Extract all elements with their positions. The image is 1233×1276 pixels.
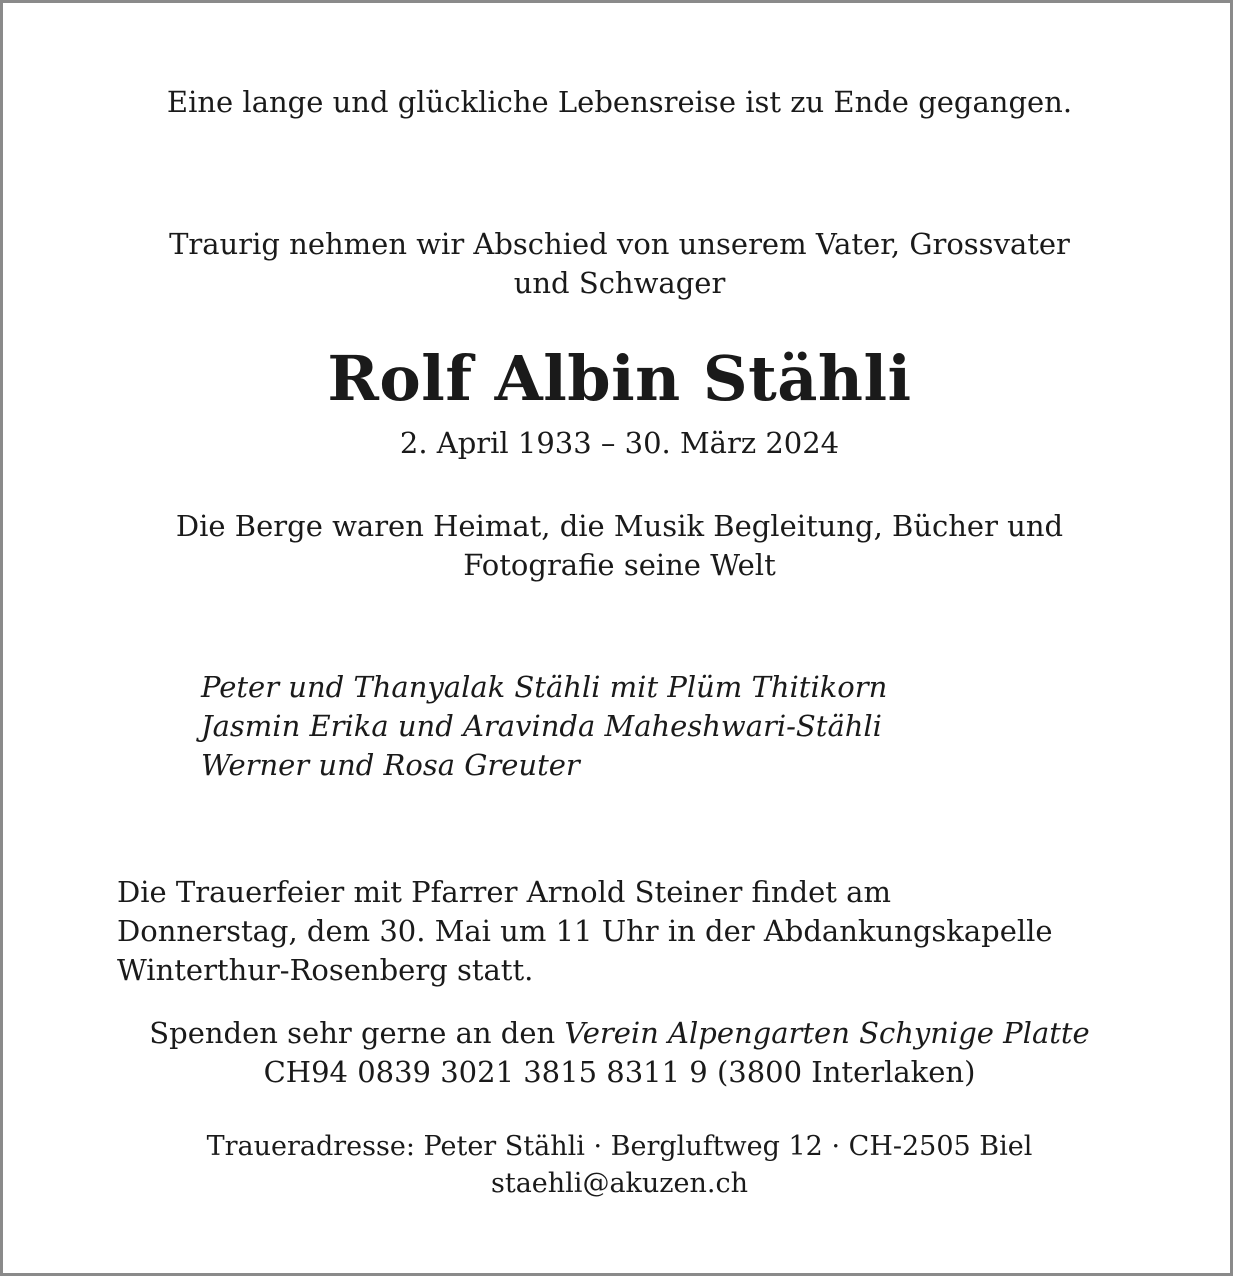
address-street: Bergluftweg 12 [610, 1131, 823, 1162]
deceased-name: Rolf Albin Stähli [327, 342, 912, 415]
tribute-line-1: Die Berge waren Heimat, die Musik Begleitung, Bücher und [175, 509, 1064, 543]
life-dates: 2. April 1933 – 30. März 2024 [399, 426, 840, 460]
donation-line [3, 1014, 1233, 1052]
farewell-line-1: Traurig nehmen wir Abschied von unserem Vater, Grossvater [169, 227, 1070, 261]
tribute-line-2: Fotografie seine Welt [463, 548, 776, 582]
address-separator: · [831, 1131, 841, 1162]
address-label: Traueradresse: Peter Stähli [206, 1131, 585, 1162]
service-line-3: Winterthur-Rosenberg statt. [117, 953, 534, 987]
service-line-2: Donnerstag, dem 30. Mai um 11 Uhr in der Abdankungskapelle [117, 914, 1053, 948]
mourning-address [3, 1128, 1233, 1166]
farewell-line-2: und Schwager [513, 266, 726, 300]
donation-iban: CH94 0839 3021 3815 8311 9 (3800 Interlaken) [263, 1055, 976, 1089]
mourner-line: Jasmin Erika und Aravinda Maheshwari-Stähli [201, 709, 882, 743]
service-line-1: Die Trauerfeier mit Pfarrer Arnold Steiner findet am [117, 875, 891, 909]
donation-organization: Verein Alpengarten Schynige Platte [564, 1016, 1090, 1050]
mourner-line: Werner und Rosa Greuter [201, 748, 580, 782]
address-city: CH-2505 Biel [848, 1131, 1033, 1162]
donation-intro: Spenden sehr gerne an den [149, 1016, 565, 1050]
mourner-line: Peter und Thanyalak Stähli mit Plüm Thitikorn [201, 670, 888, 704]
address-separator: · [593, 1131, 603, 1162]
intro-line: Eine lange und glückliche Lebensreise ist zu Ende gegangen. [166, 85, 1073, 119]
contact-email[interactable]: staehli@akuzen.ch [491, 1168, 748, 1199]
